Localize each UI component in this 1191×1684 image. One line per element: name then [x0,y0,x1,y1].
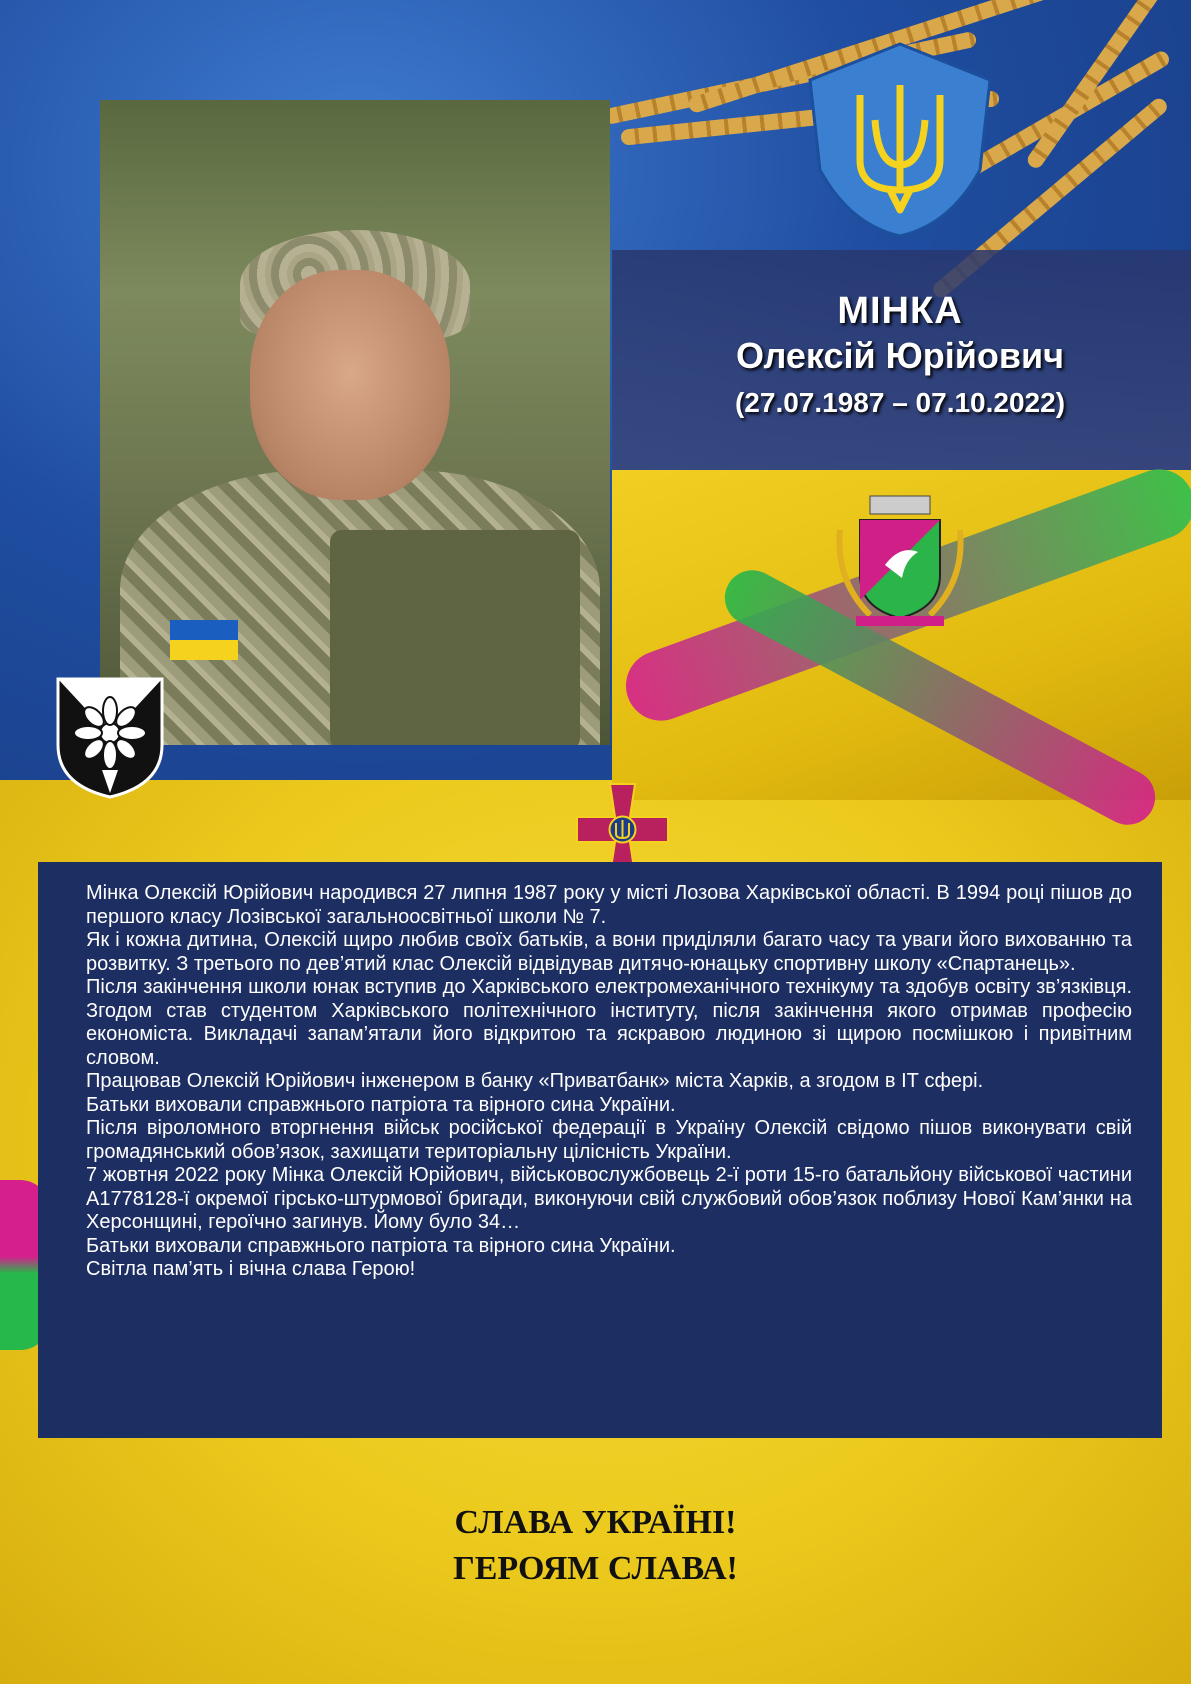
hero-life-dates: (27.07.1987 – 07.10.2022) [734,387,1066,418]
slogan-line-2: ГЕРОЯМ СЛАВА! [453,1550,738,1587]
hero-given-names: Олексій Юрійович [735,335,1065,376]
slogan-line-1: СЛАВА УКРАЇНІ! [454,1504,737,1541]
biography-panel [38,862,1162,1438]
biography-paragraph: Після закінчення школи юнак вступив до Харківського електромеханічного технікуму та здобув освіту зв’язківця. Згодом став студентом Харківського політехнічного інституту, після закінчення якого отримав професію економіста. Викладачі запам’ятали його відкритою та яскравою людиною зі щирою посмішкою і привітним словом. [86,976,1132,1069]
biography-paragraph: Батьки виховали справжнього патріота та вірного сина України. [86,1234,676,1257]
biography-paragraph: Світла пам’ять і вічна слава Герою! [86,1258,416,1280]
hero-name-block [620,290,1180,419]
biography-paragraph: Батьки виховали справжнього патріота та вірного сина України. [86,1093,676,1116]
biography-paragraph: Як і кожна дитина, Олексій щиро любив своїх батьків, а вони приділяли багато часу та уваги його вихованню та розвитку. З третього по дев’ятий клас Олексій відвідував дитячо-юнацьку спортивну школу «Спартанець». [86,929,1132,975]
hero-surname: МІНКА [837,290,963,332]
biography-paragraph: 7 жовтня 2022 року Мінка Олексій Юрійович, військовослужбовець 2-ї роти 15-го батальйону військової частини А1778128-ї окремої гірсько-штурмової бригади, виконуючи свій службовий обов’язок поблизу Нової Кам’янки на Херсонщині, героїчно загинув. Йому було 34… [86,1164,1132,1233]
edelweiss-brigade-icon [54,675,166,800]
hero-portrait-photo [100,100,610,745]
biography-paragraph: Після віроломного вторгнення військ російської федерації в Україну Олексій свідомо пішов виконувати свій громадянський обов’язок, захищати територіальну цілісність України. [86,1117,1132,1163]
biography-paragraph: Працював Олексій Юрійович інженером в банку «Приватбанк» міста Харків, а згодом в ІТ сфері. [86,1070,984,1092]
biography-paragraph: Мінка Олексій Юрійович народився 27 липня 1987 року у місті Лозова Харківської області. В 1994 році пішов до першого класу Лозівської загальноосвітньої школи № 7. [86,882,1132,928]
slogan [0,1500,1191,1592]
ukraine-flag-patch [170,620,238,660]
tryzub-icon [800,40,1000,240]
lozova-coat-of-arms-icon [830,490,970,630]
